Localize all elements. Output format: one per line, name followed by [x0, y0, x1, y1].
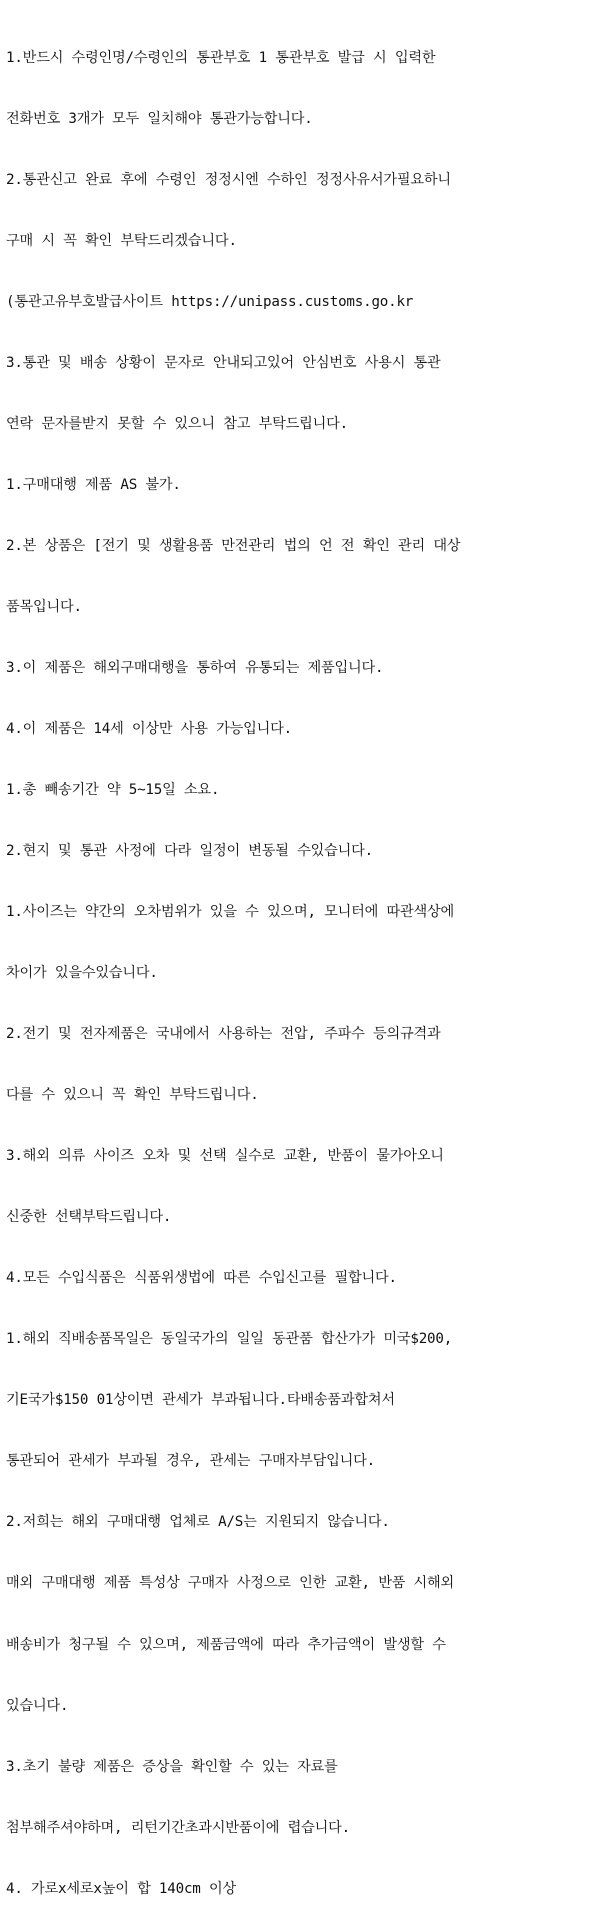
notice-line: 1.해외 직배송품목일은 동일국가의 일일 동관품 합산가가 미국$200,	[6, 1331, 453, 1348]
notice-line: 4.모든 수입식품은 식품위생법에 따른 수입신고를 필합니다.	[6, 1270, 397, 1287]
notice-line: 3.통관 및 배송 상황이 문자로 안내되고있어 안심번호 사용시 통관	[6, 354, 441, 371]
notice-line: 1.사이즈는 약간의 오차범위가 있을 수 있으며, 모니터에 따관색상에	[6, 904, 455, 921]
notice-line: 전화번호 3개가 모두 일치해야 통관가능합니다.	[6, 110, 313, 127]
notice-line: 1.총 빼송기간 약 5~15일 소요.	[6, 782, 220, 799]
notice-line: 배송비가 청구될 수 있으며, 제품금액에 따라 추가금액이 발생할 수	[6, 1636, 446, 1653]
notice-line: 2.본 상품은 [전기 및 생활용품 만전관리 법의 언 전 확인 관리 대상	[6, 537, 461, 554]
notice-line: 다를 수 있으니 꼭 확인 부탁드립니다.	[6, 1087, 259, 1104]
notice-line: 2.통관신고 완료 후에 수령인 정정시엔 수하인 정정사유서가필요하니	[6, 171, 451, 188]
notice-line: 구매 시 꼭 확인 부탁드리겠습니다.	[6, 232, 237, 249]
notice-line: 3.해외 의류 사이즈 오차 및 선택 실수로 교환, 반품이 물가아오니	[6, 1148, 444, 1165]
notice-line: 품목입니다.	[6, 598, 82, 615]
notice-line: 1.반드시 수령인명/수령인의 통관부호 1 통관부호 발급 시 입력한	[6, 49, 436, 66]
notice-line: 기E국가$150 01상이면 관세가 부과됩니다.타배송품과합쳐서	[6, 1392, 395, 1409]
notice-line: 2.저희는 해외 구매대행 업체로 A/S는 지원되지 않습니다.	[6, 1514, 390, 1531]
notice-line: 3.이 제품은 해외구매대행을 통하여 유통되는 제품입니다.	[6, 660, 384, 676]
notice-line: 3.초기 불량 제품은 증상을 확인할 수 있는 자료를	[6, 1758, 338, 1775]
notice-line: 2.전기 및 전자제품은 국내에서 사용하는 전압, 주파수 등의규격과	[6, 1026, 441, 1043]
notice-line: 연락 문자를받지 못할 수 있으니 참고 부탁드립니다.	[6, 415, 349, 432]
notice-line: 차이가 있을수있습니다.	[6, 965, 158, 982]
notice-line: 4.이 제품은 14세 이상만 사용 가능입니다.	[6, 721, 292, 738]
notice-text-block	[6, 7, 592, 1919]
notice-line: (통관고유부호발급사이트 https://unipass.customs.go.kr	[6, 293, 414, 310]
notice-line: 통관되어 관세가 부과될 경우, 관세는 구매자부담입니다.	[6, 1453, 376, 1470]
notice-line: 신중한 선택부탁드립니다.	[6, 1209, 172, 1226]
notice-line: 첨부해주셔야하며, 리턴기간초과시반품이에 렵습니다.	[6, 1819, 350, 1836]
notice-line: 있습니다.	[6, 1697, 69, 1714]
notice-line: 매외 구매대행 제품 특성상 구매자 사정으로 인한 교환, 반품 시해외	[6, 1575, 455, 1592]
notice-line: 2.현지 및 통관 사정에 다라 일정이 변동될 수있습니다.	[6, 843, 374, 860]
notice-line: 4. 가로x세로x높이 합 140cm 이상	[6, 1880, 236, 1897]
notice-line: 1.구매대행 제품 AS 불가.	[6, 476, 181, 493]
